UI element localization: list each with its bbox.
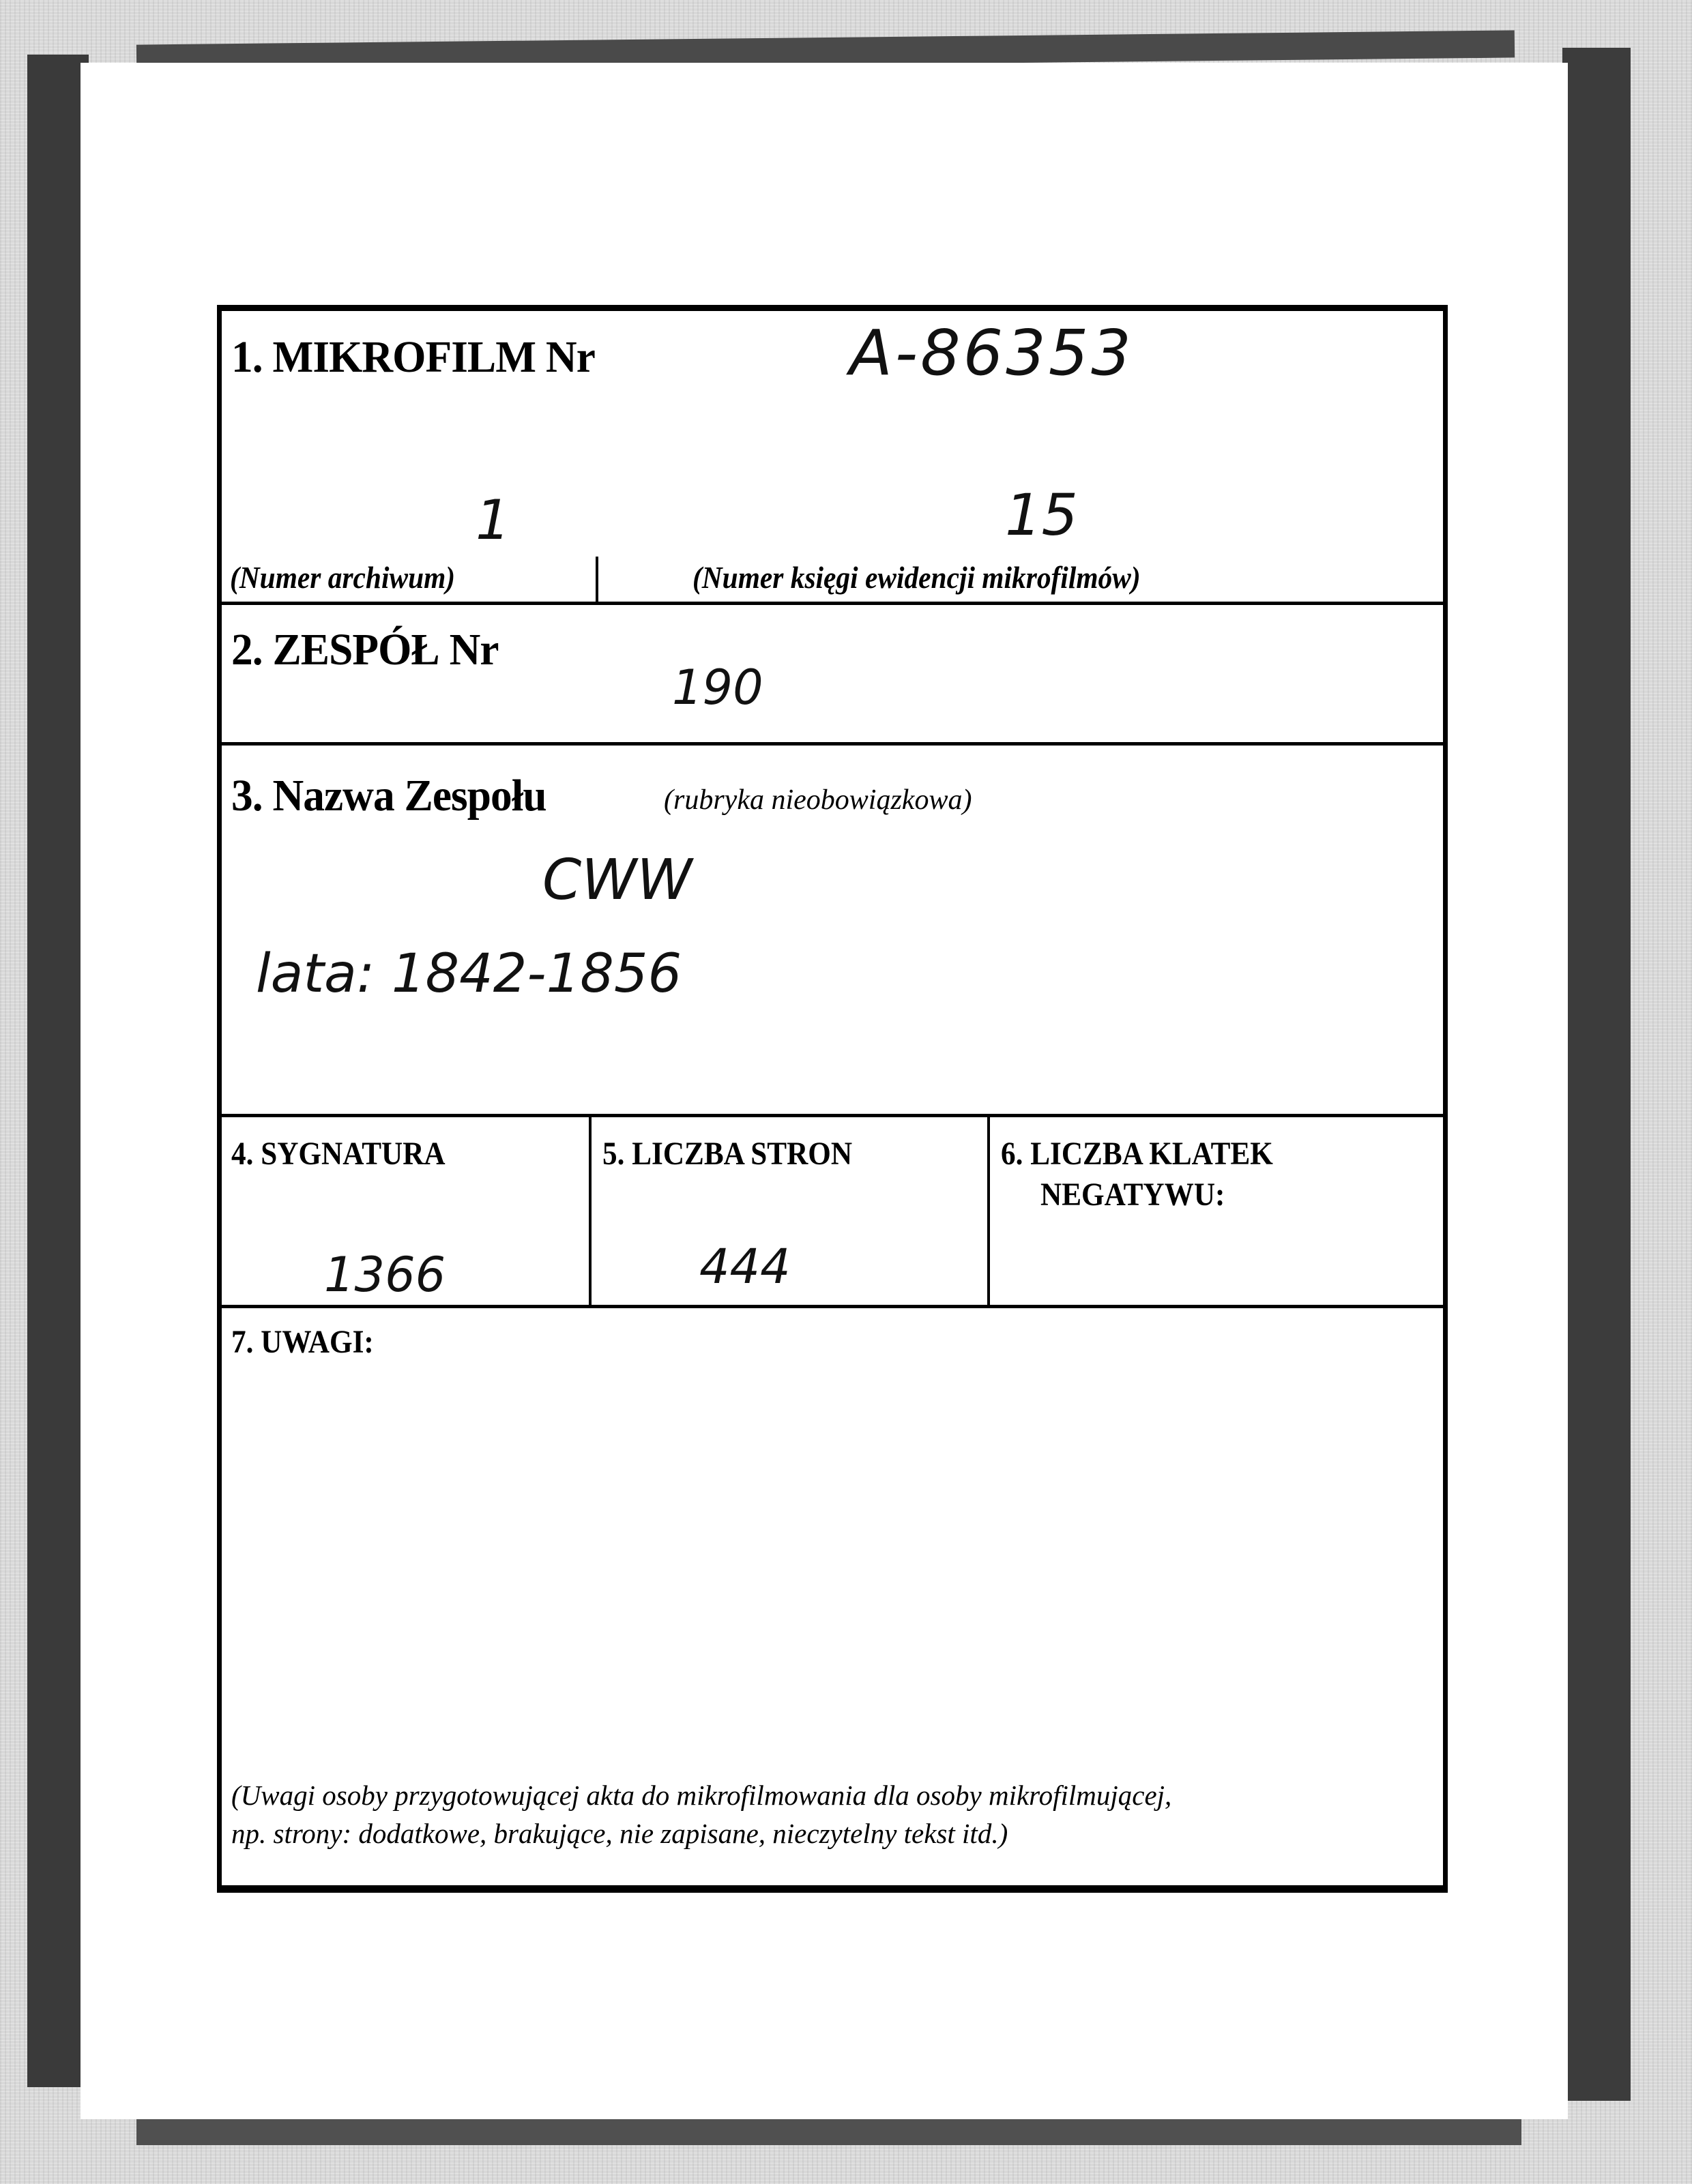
scan-shadow-left bbox=[27, 55, 89, 2087]
archive-divider bbox=[596, 557, 598, 604]
negative-frames-label-line1: 6. LICZBA KLATEK bbox=[1001, 1136, 1273, 1172]
page-count-value: 444 bbox=[699, 1239, 791, 1295]
fonds-name-label: 3. Nazwa Zespołu bbox=[231, 771, 546, 821]
page-count-label: 5. LICZBA STRON bbox=[602, 1136, 853, 1172]
register-number-label: (Numer księgi ewidencji mikrofilmów) bbox=[692, 560, 1141, 595]
microfilm-number-value: A-86353 bbox=[849, 316, 1134, 389]
signature-label: 4. SYGNATURA bbox=[231, 1136, 446, 1172]
remarks-instructions-line1: (Uwagi osoby przygotowującej akta do mikrofilmowania dla osoby mikrofilmującej, bbox=[231, 1780, 1172, 1811]
remarks-label: 7. UWAGI: bbox=[231, 1324, 374, 1360]
register-number-value: 15 bbox=[1005, 482, 1078, 548]
column-divider-2 bbox=[987, 1117, 990, 1305]
column-divider-1 bbox=[589, 1117, 592, 1305]
section-remarks bbox=[222, 1308, 1443, 1885]
negative-frames-label-line2: NEGATYWU: bbox=[1040, 1177, 1225, 1213]
section-fonds-number bbox=[222, 605, 1443, 746]
archive-number-label: (Numer archiwum) bbox=[230, 560, 456, 595]
fonds-number-label: 2. ZESPÓŁ Nr bbox=[231, 625, 499, 675]
microfilm-number-label: 1. MIKROFILM Nr bbox=[231, 332, 595, 382]
signature-value: 1366 bbox=[324, 1247, 446, 1303]
section-fonds-name bbox=[222, 746, 1443, 1117]
remarks-instructions-line2: np. strony: dodatkowe, brakujące, nie zapisane, nieczytelny tekst itd.) bbox=[231, 1818, 1008, 1849]
scan-shadow-bottom bbox=[136, 2118, 1521, 2145]
fonds-name-optional-note: (rubryka nieobowiązkowa) bbox=[664, 784, 972, 816]
section-details bbox=[222, 1117, 1443, 1308]
section-microfilm-number bbox=[222, 311, 1443, 605]
fonds-years-value: lata: 1842-1856 bbox=[256, 943, 682, 1005]
archive-number-value: 1 bbox=[476, 488, 510, 552]
fonds-name-value: CWW bbox=[542, 848, 692, 913]
fonds-number-value: 190 bbox=[672, 660, 763, 715]
scan-shadow-right bbox=[1562, 48, 1631, 2101]
microfilm-form bbox=[217, 305, 1448, 1893]
